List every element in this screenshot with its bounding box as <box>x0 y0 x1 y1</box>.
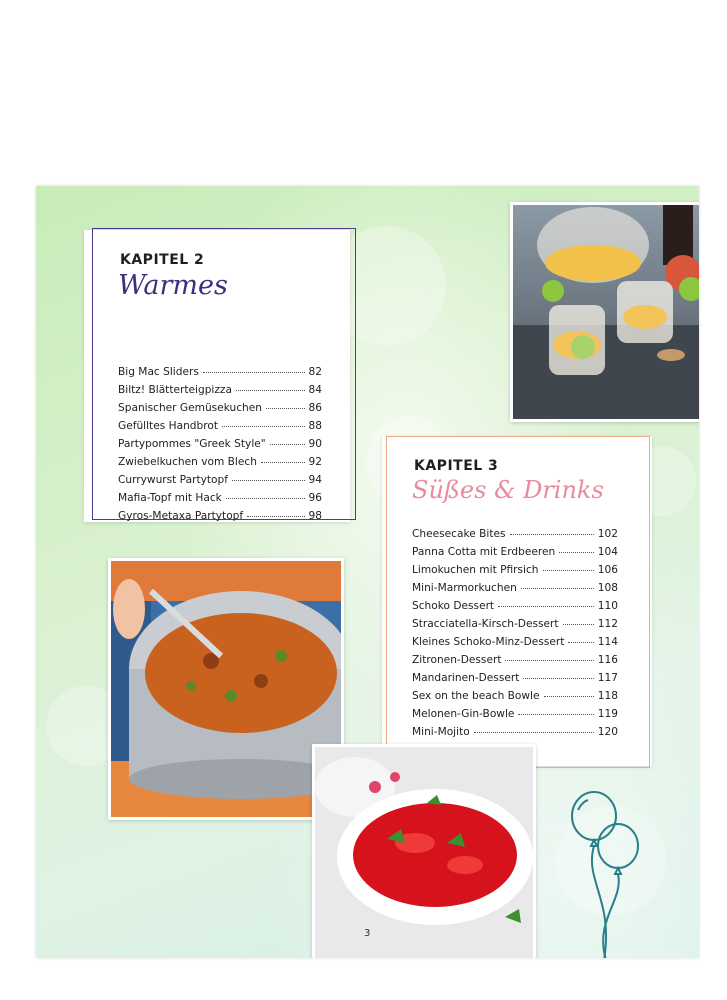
toc-entry-page: 96 <box>308 492 322 504</box>
toc-entry-title: Gefülltes Handbrot <box>118 420 218 432</box>
toc-entry-title: Gyros-Metaxa Partytopf <box>118 510 244 522</box>
toc-entry <box>412 546 618 564</box>
toc-entry-page: 94 <box>308 474 322 486</box>
toc-leader-dots <box>247 516 304 517</box>
chapter3-card <box>382 436 652 766</box>
toc-entry <box>412 600 618 618</box>
toc-leader-dots <box>474 732 594 733</box>
toc-entry <box>412 528 618 546</box>
toc-entry-page: 116 <box>597 654 618 666</box>
toc-entry-title: Mini-Marmorkuchen <box>412 582 517 594</box>
toc-entry-title: Stracciatella-Kirsch-Dessert <box>412 618 559 630</box>
toc-entry <box>118 510 322 528</box>
toc-entry-page: 110 <box>597 600 618 612</box>
toc-leader-dots <box>543 570 594 571</box>
toc-entry-title: Partypommes "Greek Style" <box>118 438 266 450</box>
toc-entry <box>412 708 618 726</box>
toc-entry-page: 92 <box>308 456 322 468</box>
toc-entry <box>118 456 322 474</box>
toc-entry-title: Spanischer Gemüsekuchen <box>118 402 262 414</box>
toc-entry-title: Mafia-Topf mit Hack <box>118 492 222 504</box>
curry-pot-illustration <box>111 561 341 817</box>
toc-leader-dots <box>226 498 305 499</box>
toc-entry <box>412 618 618 636</box>
toc-entry <box>412 690 618 708</box>
toc-entry-title: Sex on the beach Bowle <box>412 690 540 702</box>
toc-entry-title: Zwiebelkuchen vom Blech <box>118 456 257 468</box>
toc-entry-page: 86 <box>308 402 322 414</box>
toc-entry <box>118 420 322 438</box>
toc-leader-dots <box>261 462 305 463</box>
toc-entry-title: Biltz! Blätterteigpizza <box>118 384 232 396</box>
balloons-icon <box>554 790 644 958</box>
chapter3-toc <box>412 528 618 744</box>
toc-leader-dots <box>232 480 305 481</box>
toc-entry-page: 82 <box>308 366 322 378</box>
curry-pot-photo <box>108 558 344 820</box>
toc-entry <box>412 726 618 744</box>
toc-leader-dots <box>523 678 593 679</box>
toc-entry-page: 120 <box>597 726 618 738</box>
chapter2-toc <box>118 366 322 528</box>
chapter2-label: KAPITEL 2 <box>120 252 205 268</box>
chapter3-label: KAPITEL 3 <box>414 458 499 474</box>
toc-entry-title: Panna Cotta mit Erdbeeren <box>412 546 556 558</box>
toc-leader-dots <box>266 408 305 409</box>
strawberry-dessert-photo <box>312 744 536 958</box>
toc-entry <box>118 366 322 384</box>
toc-entry-page: 102 <box>597 528 618 540</box>
toc-leader-dots <box>559 552 594 553</box>
toc-entry <box>412 654 618 672</box>
toc-entry <box>412 636 618 654</box>
toc-entry-page: 108 <box>597 582 618 594</box>
toc-entry-page: 119 <box>597 708 618 720</box>
toc-entry-title: Cheesecake Bites <box>412 528 506 540</box>
toc-entry-title: Big Mac Sliders <box>118 366 199 378</box>
toc-leader-dots <box>544 696 594 697</box>
toc-leader-dots <box>518 714 593 715</box>
toc-leader-dots <box>568 642 593 643</box>
toc-entry-title: Kleines Schoko-Minz-Dessert <box>412 636 565 648</box>
toc-entry <box>412 564 618 582</box>
toc-entry-title: Limokuchen mit Pfirsich <box>412 564 539 576</box>
toc-leader-dots <box>236 390 305 391</box>
page-number: 3 <box>364 928 371 939</box>
drinks-photo <box>510 202 699 422</box>
toc-entry-page: 117 <box>597 672 618 684</box>
toc-leader-dots <box>521 588 594 589</box>
toc-entry-title: Schoko Dessert <box>412 600 495 612</box>
toc-entry <box>118 474 322 492</box>
toc-leader-dots <box>203 372 305 373</box>
toc-entry-page: 118 <box>597 690 618 702</box>
toc-entry <box>118 492 322 510</box>
toc-entry-page: 88 <box>308 420 322 432</box>
toc-leader-dots <box>563 624 594 625</box>
toc-entry <box>118 384 322 402</box>
toc-entry <box>412 672 618 690</box>
toc-leader-dots <box>222 426 305 427</box>
book-page <box>36 186 699 958</box>
toc-entry-title: Melonen-Gin-Bowle <box>412 708 515 720</box>
drinks-illustration <box>513 205 699 419</box>
chapter3-title: Süßes & Drinks <box>412 476 604 504</box>
toc-entry <box>412 582 618 600</box>
toc-entry-page: 90 <box>308 438 322 450</box>
toc-entry-page: 112 <box>597 618 618 630</box>
dessert-illustration <box>315 747 533 958</box>
toc-entry-page: 98 <box>308 510 322 522</box>
toc-entry <box>118 402 322 420</box>
toc-leader-dots <box>498 606 594 607</box>
toc-entry-page: 114 <box>597 636 618 648</box>
toc-entry-title: Mini-Mojito <box>412 726 470 738</box>
toc-entry <box>118 438 322 456</box>
toc-entry-title: Zitronen-Dessert <box>412 654 502 666</box>
toc-entry-page: 104 <box>597 546 618 558</box>
toc-entry-title: Currywurst Partytopf <box>118 474 228 486</box>
toc-entry-page: 84 <box>308 384 322 396</box>
toc-leader-dots <box>505 660 593 661</box>
chapter2-title: Warmes <box>118 270 228 301</box>
toc-entry-title: Mandarinen-Dessert <box>412 672 520 684</box>
toc-leader-dots <box>510 534 594 535</box>
chapter2-card <box>84 230 350 522</box>
toc-leader-dots <box>270 444 305 445</box>
toc-entry-page: 106 <box>597 564 618 576</box>
